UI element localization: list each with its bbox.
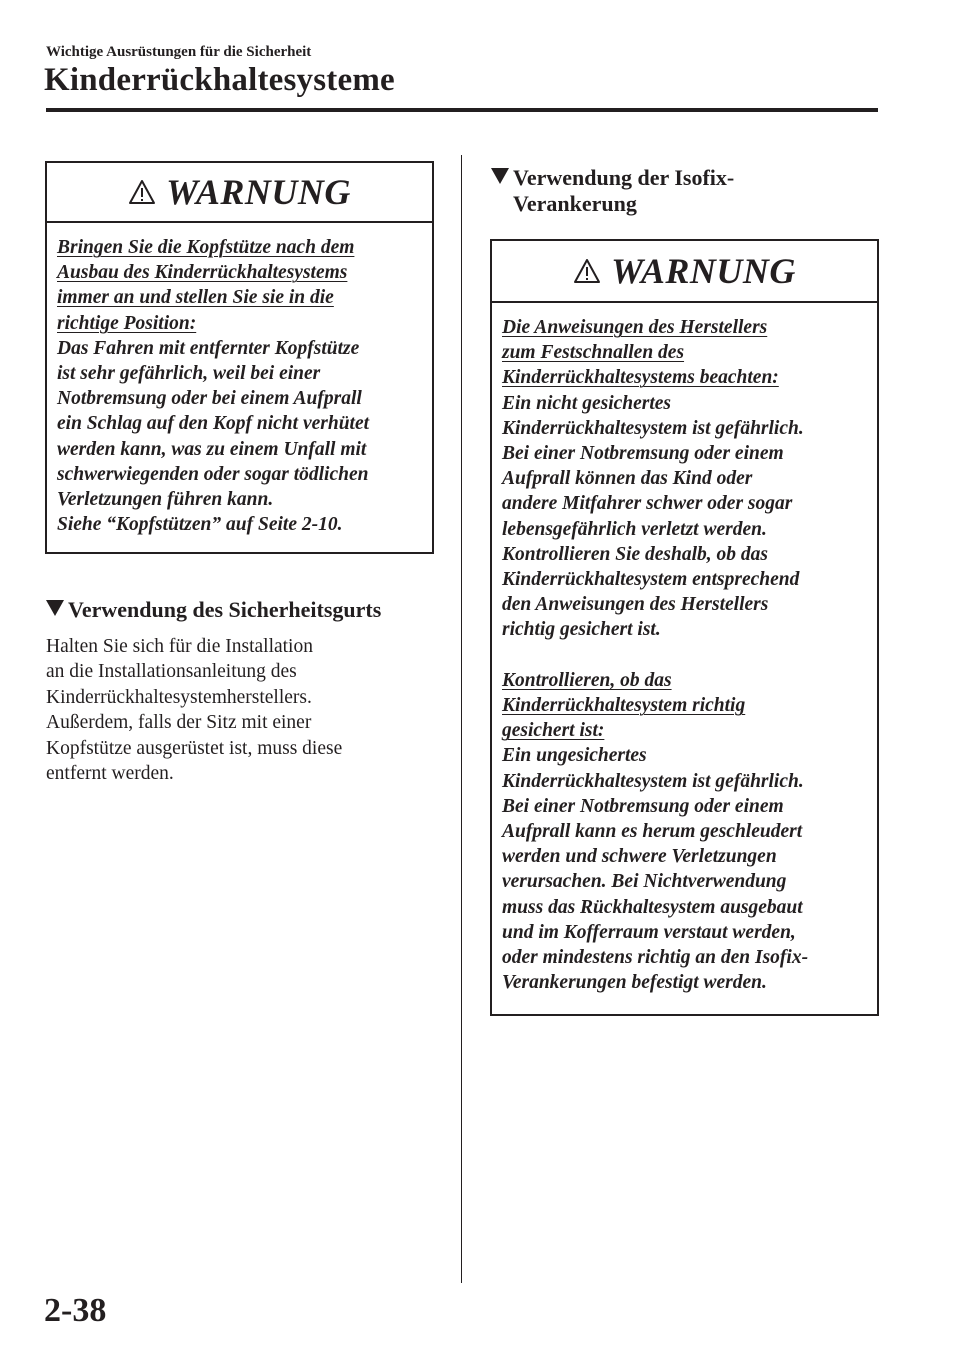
warning-line: schwerwiegenden oder sogar tödlichen — [57, 463, 369, 485]
warning-line-underlined: gesichert ist: — [502, 720, 605, 742]
warning-box-headrest — [45, 161, 434, 554]
warning-text — [47, 223, 432, 537]
warning-label: WARNUNG — [166, 172, 351, 212]
seatbelt-paragraph — [46, 634, 342, 786]
warning-line: Verletzungen führen kann. — [57, 489, 274, 511]
warning-line: Notbremsung oder bei einem Aufprall — [57, 388, 362, 410]
warning-line: Das Fahren mit entfernter Kopfstütze — [57, 337, 360, 359]
warning-line: lebensgefährlich verletzt werden. — [502, 518, 767, 540]
warning-line: richtig gesichert ist. — [502, 619, 661, 641]
paragraph-line: Außerdem, falls der Sitz mit einer — [46, 712, 312, 734]
warning-line: Kinderrückhaltesystem ist gefährlich. — [502, 770, 804, 792]
warning-line: Kinderrückhaltesystem ist gefährlich. — [502, 417, 804, 439]
warning-line: ist sehr gefährlich, weil bei einer — [57, 363, 321, 385]
warning-line: Ein nicht gesichertes — [502, 392, 672, 414]
warning-line: Aufprall können das Kind oder — [502, 468, 753, 490]
warning-line: verursachen. Bei Nichtverwendung — [502, 871, 787, 893]
warning-line: Aufprall kann es herum geschleudert — [502, 821, 803, 843]
blank-line — [502, 643, 867, 668]
down-triangle-icon — [491, 168, 509, 184]
warning-text — [492, 303, 877, 995]
warning-line: werden und schwere Verletzungen — [502, 846, 777, 868]
paragraph-line: Halten Sie sich für die Installation — [46, 636, 313, 657]
warning-line: Verankerungen befestigt werden. — [502, 972, 767, 994]
warning-line-underlined: zum Festschnallen des — [502, 342, 685, 364]
warning-line-underlined: immer an und stellen Sie sie in die — [57, 287, 334, 309]
paragraph-line: Kinderrückhaltesystemherstellers. — [46, 686, 312, 708]
warning-line: Ein ungesichertes — [502, 745, 647, 767]
section-label: Wichtige Ausrüstungen für die Sicherheit — [46, 44, 312, 60]
column-divider — [461, 155, 462, 1283]
warning-line: andere Mitfahrer schwer oder sogar — [502, 493, 793, 515]
heading-isofix-line2: Verankerung — [513, 191, 637, 216]
paragraph-line: an die Installationsanleitung des — [46, 661, 297, 683]
warning-header — [47, 163, 432, 223]
warning-line-underlined: Kinderrückhaltesystems beachten: — [502, 367, 779, 389]
paragraph-line: Kopfstütze ausgerüstet ist, muss diese — [46, 737, 343, 759]
warning-line-underlined: richtige Position: — [57, 312, 197, 334]
warning-line: Bei einer Notbremsung oder einem — [502, 443, 784, 465]
heading-isofix — [491, 165, 734, 217]
warning-line: Kontrollieren Sie deshalb, ob das — [502, 543, 768, 565]
warning-line-underlined: Kinderrückhaltesystem richtig — [502, 695, 746, 717]
paragraph-line: entfernt werden. — [46, 763, 174, 785]
warning-line: und im Kofferraum verstaut werden, — [502, 921, 796, 943]
warning-label: WARNUNG — [611, 251, 796, 291]
warning-line: Bei einer Notbremsung oder einem — [502, 795, 784, 817]
warning-line: oder mindestens richtig an den Isofix- — [502, 947, 809, 969]
warning-line-underlined: Ausbau des Kinderrückhaltesystems — [57, 262, 348, 284]
warning-line: Siehe “Kopfstützen” auf Seite 2-10. — [57, 514, 343, 536]
heading-isofix-line1: Verwendung der Isofix- — [513, 165, 735, 190]
warning-line: den Anweisungen des Herstellers — [502, 594, 769, 616]
warning-line: ein Schlag auf den Kopf nicht verhütet — [57, 413, 370, 435]
warning-triangle-icon — [128, 179, 156, 205]
warning-line: Kinderrückhaltesystem entsprechend — [502, 569, 800, 591]
warning-line-underlined: Bringen Sie die Kopfstütze nach dem — [57, 237, 355, 258]
page-title: Kinderrückhaltesysteme — [44, 62, 395, 98]
heading-seatbelt-text: Verwendung des Sicherheitsgurts — [68, 597, 382, 622]
warning-line: muss das Rückhaltesystem ausgebaut — [502, 896, 803, 918]
warning-line-underlined: Kontrollieren, ob das — [502, 669, 672, 691]
warning-line-underlined: Die Anweisungen des Herstellers — [502, 317, 768, 338]
title-rule — [46, 108, 878, 112]
warning-box-isofix — [490, 239, 879, 1016]
down-triangle-icon — [46, 600, 64, 616]
warning-header — [492, 241, 877, 303]
page-number: 2-38 — [44, 1292, 107, 1329]
heading-seatbelt — [46, 597, 381, 623]
warning-line: werden kann, was zu einem Unfall mit — [57, 438, 367, 460]
warning-triangle-icon — [573, 258, 601, 284]
